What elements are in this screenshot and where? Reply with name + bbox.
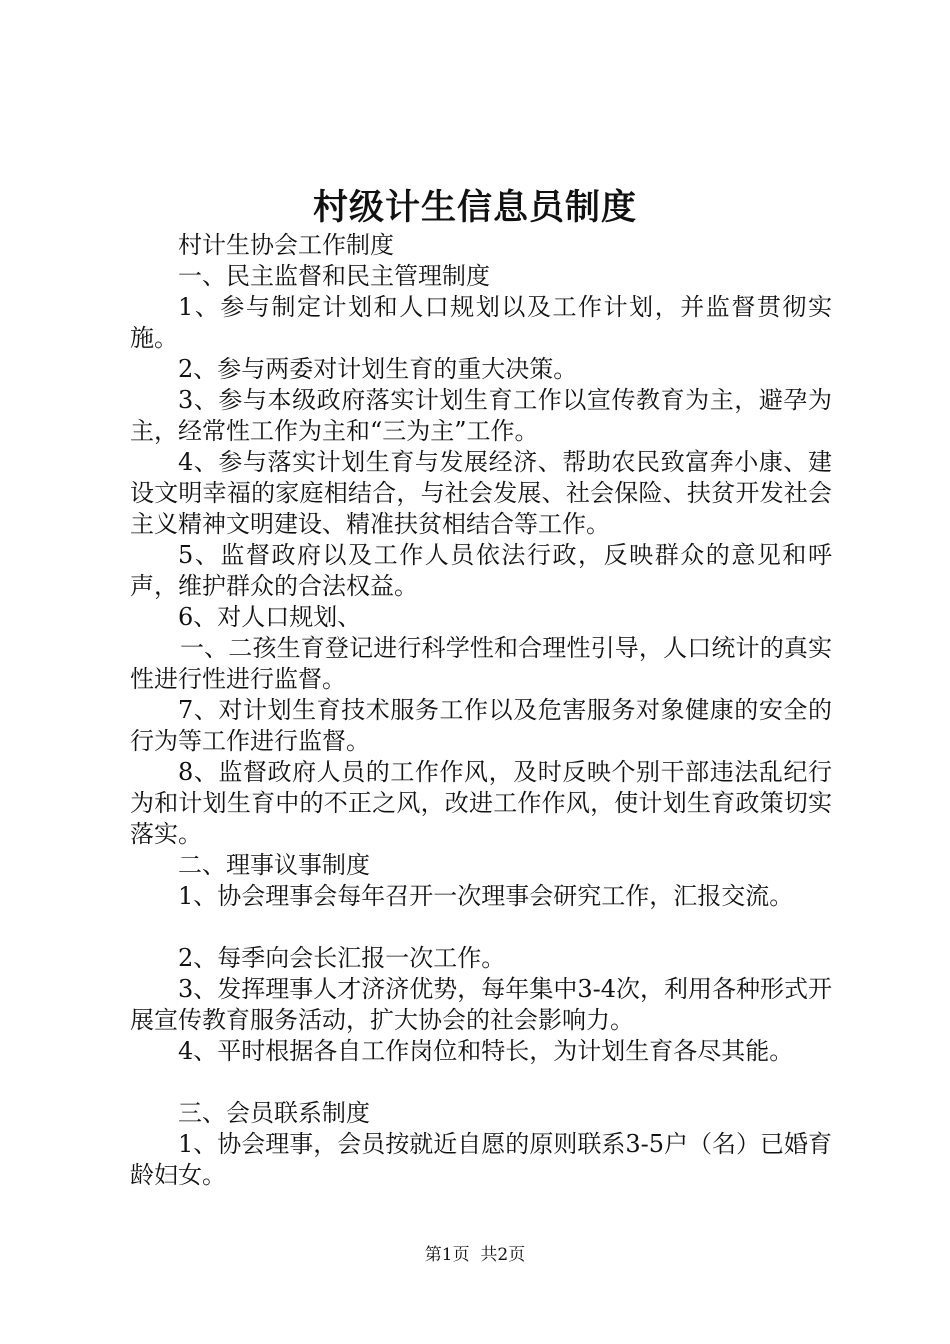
paragraph-item: 7、对计划生育技术服务工作以及危害服务对象健康的安全的行为等工作进行监督。 [130, 696, 832, 755]
paragraph-item: 1、协会理事会每年召开一次理事会研究工作，汇报交流。 [178, 882, 794, 910]
paragraph-item: 1、参与制定计划和人口规划以及工作计划，并监督贯彻实施。 [130, 293, 832, 352]
page-footer [0, 1244, 950, 1266]
document-body [130, 230, 832, 1191]
paragraph-item: 2、参与两委对计划生育的重大决策。 [178, 355, 578, 383]
paragraph-item: 8、监督政府人员的工作作风，及时反映个别干部违法乱纪行为和计划生育中的不正之风，改进工作作风，使计划生育政策切实落实。 [130, 758, 832, 848]
paragraph-item: 4、参与落实计划生育与发展经济、帮助农民致富奔小康、建设文明幸福的家庭相结合，与社会发展、社会保险、扶贫开发社会主义精神文明建设、精准扶贫相结合等工作。 [130, 448, 832, 538]
paragraph-item: 6、对人口规划、 [178, 603, 362, 631]
paragraph-item: 5、监督政府以及工作人员依法行政，反映群众的意见和呼声，维护群众的合法权益。 [130, 541, 832, 600]
paragraph-item: 1、协会理事，会员按就近自愿的原则联系3-5户（名）已婚育龄妇女。 [130, 1130, 832, 1189]
blank-line [130, 1067, 832, 1098]
paragraph-association-rules: 村计生协会工作制度 [178, 231, 394, 259]
blank-line [130, 912, 832, 943]
section-heading-member-contact: 三、会员联系制度 [178, 1099, 370, 1127]
paragraph-item: 3、发挥理事人才济济优势，每年集中3-4次，利用各种形式开展宣传教育服务活动，扩大协会的社会影响力。 [130, 975, 832, 1034]
page-number: 第1页 共2页 [424, 1245, 526, 1265]
section-heading-supervision: 一、民主监督和民主管理制度 [178, 262, 490, 290]
paragraph-item: 2、每季向会长汇报一次工作。 [178, 944, 506, 972]
paragraph-item: 3、参与本级政府落实计划生育工作以宣传教育为主，避孕为主，经常性工作为主和“三为主”工作。 [130, 386, 832, 445]
section-heading-council: 二、理事议事制度 [178, 851, 370, 879]
document-title: 村级计生信息员制度 [312, 187, 637, 228]
paragraph-item: 一、二孩生育登记进行科学性和合理性引导，人口统计的真实性进行性进行监督。 [130, 634, 832, 693]
paragraph-item: 4、平时根据各自工作岗位和特长，为计划生育各尽其能。 [178, 1037, 794, 1065]
